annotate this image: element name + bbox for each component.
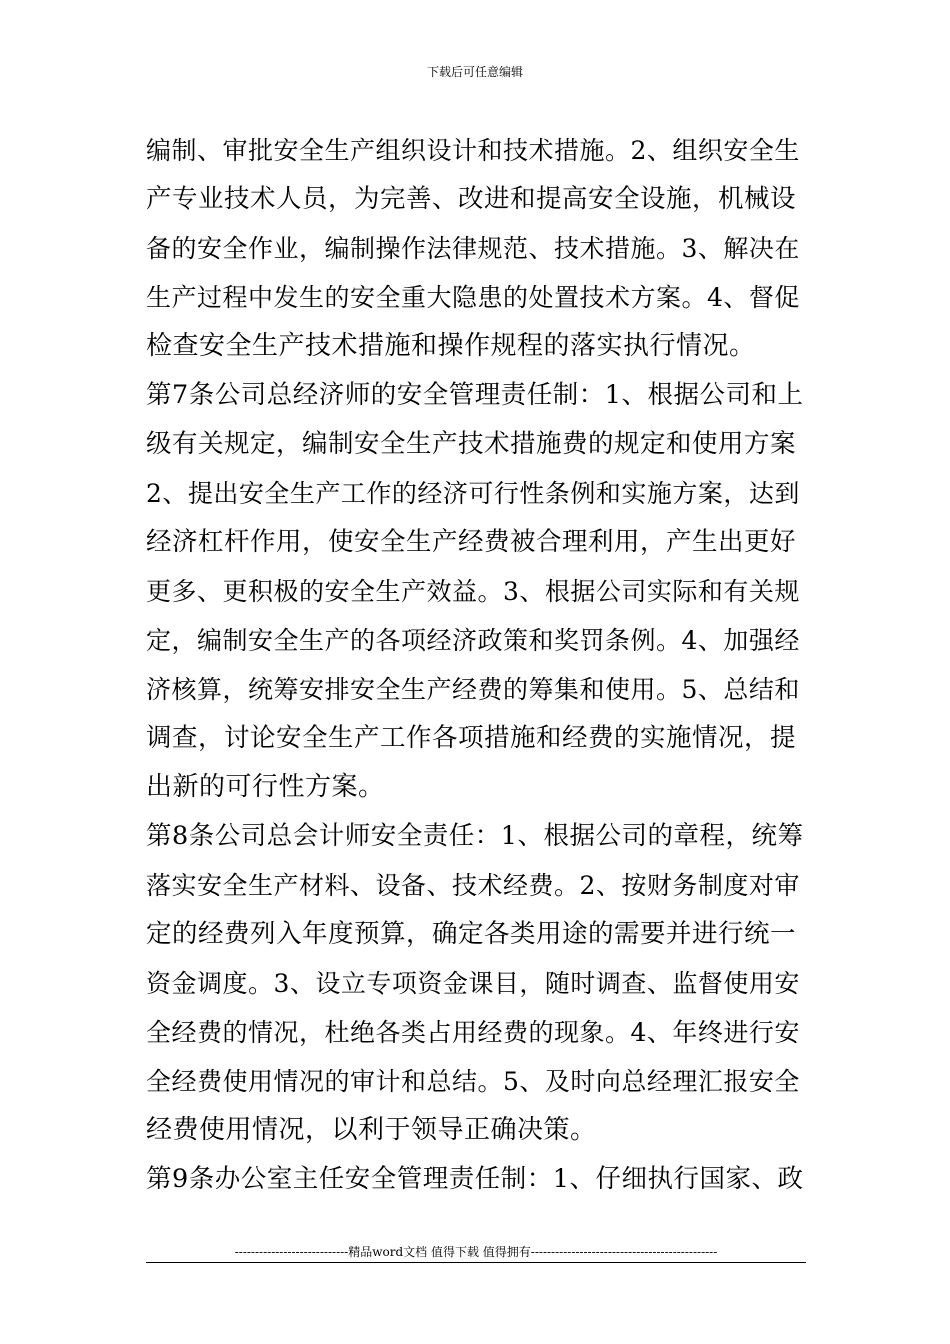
body-line: 2、提出安全生产工作的经济可行性条例和实施方案，达到 [146,479,800,508]
body-line: 更多、更积极的安全生产效益。3、根据公司实际和有关规 [146,577,800,606]
body-line: 生产过程中发生的安全重大隐患的处置技术方案。4、督促 [146,283,800,312]
body-line: 产专业技术人员，为完善、改进和提高安全设施，机械设 [146,184,797,214]
body-line: 资金调度。3、设立专项资金课目，随时调查、监督使用安 [146,969,800,998]
body-line: 调查，讨论安全生产工作各项措施和经费的实施情况，提 [146,723,797,753]
article-9-heading-line: 第9条办公室主任安全管理责任制：1、仔细执行国家、政 [146,1164,804,1194]
body-line: 全经费的情况，杜绝各类占用经费的现象。4、年终进行安 [146,1018,800,1047]
body-line: 定的经费列入年度预算，确定各类用途的需要并进行统一 [146,919,797,949]
article-7-heading-line: 第7条公司总经济师的安全管理责任制：1、根据公司和上 [146,380,804,410]
body-line: 级有关规定，编制安全生产技术措施费的规定和使用方案 [146,429,797,459]
page-footer: ----------------------------精品word文档 值得下载 值得拥有---------------------------------------------- [234,1245,718,1259]
footer-divider [146,1262,806,1263]
body-line: 编制、审批安全生产组织设计和技术措施。2、组织安全生 [146,136,800,165]
article-8-heading-line: 第8条公司总会计师安全责任：1、根据公司的章程，统筹 [146,821,804,851]
body-line: 备的安全作业，编制操作法律规范、技术措施。3、解决在 [146,234,800,263]
body-line: 经济杠杆作用，使安全生产经费被合理利用，产生出更好 [146,527,797,557]
body-line: 济核算，统筹安排安全生产经费的筹集和使用。5、总结和 [146,675,800,704]
body-line: 出新的可行性方案。 [146,772,385,802]
body-line: 定，编制安全生产的各项经济政策和奖罚条例。4、加强经 [146,626,800,655]
page-header: 下载后可任意编辑 [426,65,523,79]
body-line: 检查安全生产技术措施和操作规程的落实执行情况。 [146,331,756,361]
document-body [146,126,808,1204]
body-line: 落实安全生产材料、设备、技术经费。2、按财务制度对审 [146,871,800,900]
body-line: 经费使用情况，以利于领导正确决策。 [146,1115,597,1145]
body-line: 全经费使用情况的审计和总结。5、及时向总经理汇报安全 [146,1067,800,1096]
